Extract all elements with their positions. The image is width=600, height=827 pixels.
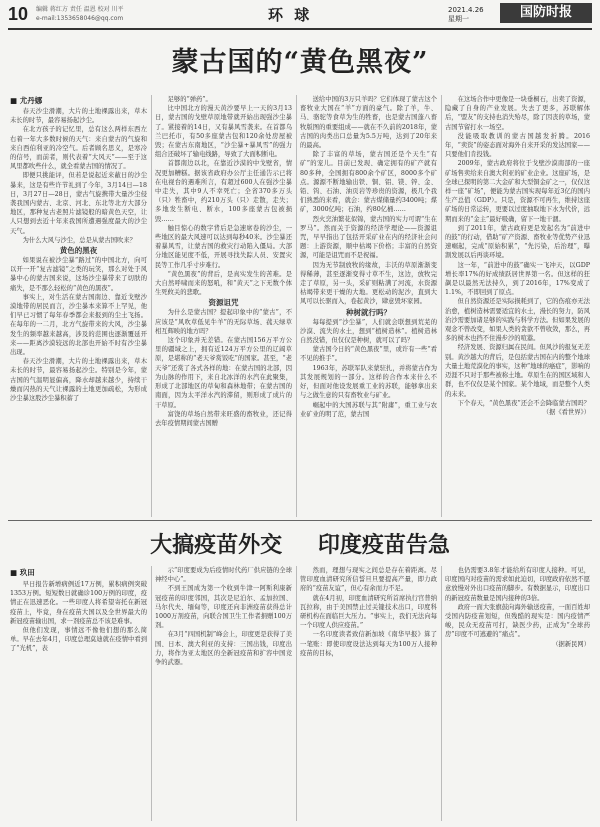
article2-headline	[0, 528, 600, 559]
paragraph: 除了丰富的草场，蒙古国还是个天生“有矿”的宠儿。目前已发现、确定拥有的矿产就有80多种，全国拥有800余个矿区，8000多个矿点。源源不断地输出铁、铜、铝、镁、锌、金、铅、钨、石油、油页岩等珍贵的资源，极几个我们熟悉的来看，就会：蒙古煤储量约3400吨；煤矿，3000亿吨；石油，约80亿桶……	[300, 151, 437, 214]
paragraph: 即便只挑能评，但若是说起近来蔽日的沙尘暴来，这是有些许节礼到了今年，3月14日—18日，3月27日—28日，蒙古气旋携带大量沙尘侵袭我国内蒙古、北京、河北、东北等北方大部分地区，那种复古老照片滤镜般的暗黄色天空，让人只想到去近十年来我国所遭遇强度最大的沙尘天气。	[10, 172, 147, 235]
source-credit: （据《看世界》）	[542, 408, 590, 416]
weekday-text: 星期一	[448, 15, 469, 23]
paragraph: 为什么大风与沙尘，总是从蒙古国吹来？	[22, 236, 136, 244]
header-divider	[8, 28, 592, 30]
column-divider	[296, 95, 297, 517]
article2-column-3	[300, 566, 437, 821]
paragraph: 因为无节制放牧的缘故，丰沃的草原渐渐变得稀薄，甚至逐渐变得寸草不生，这边，放牧完走了草原，另一头，采矿则粘满了河流，水资源枯竭带来更干燥的大地。更松动的泥沙，直到大风可以长驱而入，卷起黄沙，肆意毁坏家园。	[300, 261, 437, 306]
paragraph: 为什么是蒙古国？提起印象中的“蒙古”，不应该是“风吹草低见牛羊”的无际草场、菰天绿草相互辉映的地方吗？	[155, 309, 292, 335]
headline-left: 大搞疫苗外交	[150, 532, 283, 558]
paragraph: 政府一面大张旗鼓向海外输送疫苗，一面百姓却受国内防疫苗划短，但残酷的现实是：国内疫情严峻，民众无疫苗可打，缺医少药，正成为“全球药房”印度不可逃避的“痛点”。	[445, 603, 590, 639]
date-text: 2021.4.26	[448, 6, 484, 14]
source-credit: （据新民网）	[552, 640, 590, 648]
article1-headline: 蒙古国的“黄色黑夜”	[171, 47, 429, 78]
paragraph: 到了2011年，蒙古政府更是发起名为“前进中的鼓”的行动，借助“矿产资源、畜牧业等优势产业迅速崛起，完成“原始积累”，“先污染，后治理”，曝割发展以后再谈环境。	[445, 224, 590, 260]
paragraph: 事实上，对生活在蒙古国南边、靠近戈壁沙漠地带的居民而言，沙尘暴本来算不上罕见，他们早已习惯了每年春季都会来报到的尘土飞扬。在每年的一二月，北方气旋带来的大风，沙尘暴发生的频率越来越高，涉及的范围也逐渐覆延开来——距离沙漠较远的北部也开始不时有沙尘暴出现。	[10, 293, 147, 357]
paragraph: 如果说在被沙尘暴“路过”的中国北方，向可以开一开“复古滤镜”之类的玩笑，那么对处于风暴中心的蒙古国来说，这场沙尘暴带来了切肤的痛失，是不那么轻松的“黄色的黑夜”。	[10, 257, 147, 292]
paragraph: 示“印度要成为后疫情时代药厂供应链的全球神经中心”。	[155, 567, 292, 584]
paragraph: 足够的“弹药”。	[167, 96, 212, 103]
subheading: 黄色的黑夜	[59, 246, 98, 256]
column-divider	[441, 95, 442, 517]
column-divider	[151, 95, 152, 517]
paragraph: 这个印象并无差错。在蒙古国156万平方公里的疆域之上，拥有近124万平方公里的辽阔草原，是堪称的“老天爷赏饭吃”的国家。甚至，“老天爷”还赏了各式各样的地：在蒙古国的北部，因为山脉的作用下，来自北冰洋的水汽在此聚集，形成了北部地区的草甸和森林地带；在蒙古国的南面，因为太平洋水汽的滞留，则形成了成片的干草原。	[155, 337, 292, 409]
column-divider	[151, 566, 152, 821]
paragraph: 但他们发现，事情远不像他们想的那么简单。早在去年4月，印度总理莫迪就在疫情中看到了“光机”，表	[10, 627, 147, 653]
paragraph: 也仍需要3.8年才能给所有印度人接种。可见，印度国内对疫苗的需求如此迫切，印度政府依然不愿意放慢对外出口疫苗的脚步。有数据显示，印度出口的新冠疫苗数量是国内接种的3倍。	[445, 567, 590, 602]
email-line: e-mail:1353658046@qq.com	[36, 15, 124, 22]
section-title: 环 球	[268, 6, 313, 24]
article2-author: ■ 玖田	[10, 568, 35, 577]
editor-info	[36, 5, 126, 23]
paragraph: 但自然资源还是实际损耗到了，它的伤痕亦无法治愈，植树造林需要适宜的水土，漫长的努力，防风治沙需要加诸足够的实践与科学方法。但如果发展的观念不曾改变，如果人类的贪欲不曾收敛，那么，再多的树木也挡不住漫步沙的喧嚣。	[445, 298, 590, 343]
editor-line: 编辑 蒋红方 责任 温恩 校对 川平	[36, 6, 124, 13]
page-header	[0, 0, 600, 28]
article2-column-2	[155, 566, 292, 821]
paragraph: 每每提到“沙尘暴”，人们就会联想到荒芜的沙漠、流失的水土，想到“植树造林”。植树造林自然没错，但仅仅是种树，就可以了吗？	[300, 318, 437, 345]
article1-column-1	[10, 107, 147, 517]
paragraph: “黄色黑夜”的背后，是真实发生的苦难。是大自然呼啸而来的怒吼，和“黄天”之下无数个体生死攸关的悲歌。	[155, 270, 292, 297]
issue-date	[448, 6, 484, 24]
paragraph: 在这场合作中更像是一块垂桐石，出卖了资源，隐藏了自身的产业发展。失去了更多，苏联解体后，“盟友”的支持也消失殆尽，除了因丧的草场，蒙古国节留打水一场空。	[445, 96, 590, 131]
paragraph: 春天沙尘滑潮，大片的土地裸露出来，草木未长的时节，最容易扬起沙尘。	[10, 108, 147, 125]
paragraph: 不到王国成为第一个收到牛津一阿斯利康新冠疫苗的印度邻国，其次是尼泊尔、孟加拉国、马尔代夫、缅甸等，印度还向非洲疫苗获得总计1000万剂疫苗，向联合国卫生工作者捐赠100万剂。	[155, 585, 292, 630]
article-divider	[8, 520, 592, 521]
paragraph: 下个春天，“黄色黑夜”还会不会降临蒙古国吗？	[457, 399, 590, 407]
paragraph: 在3月“四国机制”峰会上，印度更是获得了美国、日本、澳大利亚的支持：三国出钱，印度出力，将作为亚太地区的全新冠疫苗和扩容中国竞争的武器。	[155, 631, 292, 667]
paragraph: 一名印度读者致信新加坡《南华早报》算了一笔账：即使印度设法达到每天为100万人接种疫苗的目标，	[300, 631, 437, 657]
paragraph: 蒙古国今日的“黄色黑夜”里，或许有一些“看不见的推手”。	[300, 346, 437, 363]
paragraph: 首都南边以北，在靠近沙漠的中戈壁省，情况更加糟糕。据该省政府办公厅主任通告示已将在电视台的遇难所言，有超过600人在强沙尘暴中走失，其中9人不幸死亡；全省370多万头（只）牲畜中，约210万头（只）走散，走失；多地发生断电、断水，100多座蒙古包被损毁……	[155, 160, 292, 223]
article1-author: ■ 尤丹娜	[10, 96, 43, 105]
paragraph: 就在4月初，印度血清研究所首席执行官普纳瓦拉称，由于美国禁止过关键技术出口，印度科研机构在面临巨大压力。“事实上，我们无法向每一个印度人供应疫苗。”	[300, 594, 437, 630]
paragraph: 这一年，“前进中的鼓”确实一飞冲天，以GDP增长率17%的好成绩跃居世界第一名。但这样的狂飙是以最然无法持久，到了2016年，17%变成了1.1%，不即回到了原点。	[445, 261, 590, 297]
headline-right: 印度疫苗告急	[317, 532, 450, 558]
paragraph: 送给中国的3万只羊吗？它们体现了蒙古这个畜牧业大国在“羊”方面的豪气。除了羊，牛、马、骆驼等食草为生的牲畜，也是蒙古国蓬八畜牧版图的重要组成——就在不久前的2018年，蒙古国的肉类出口总量为5.5万吨，达到了20年来的最高。	[300, 96, 437, 150]
column-divider	[441, 566, 442, 821]
paragraph: 然而，理想与现实之间总是存在着距离。尽管印度血清研究所信誓旦旦要提高产量，即力政府的“疫苗友谊”，但心有余而力不足。	[300, 567, 437, 593]
column-divider	[296, 566, 297, 821]
article2-column-1	[10, 580, 147, 820]
page-number: 10	[8, 4, 29, 24]
article1-column-2	[155, 95, 292, 517]
paragraph: 比中国北方的漫天黄沙要早上一天的3月13日，蒙古国的戈壁草原地带就开始出现强沙尘暴了。紧接着的14日，又有暴风雪袭来。在首都乌兰巴托市，有50多座蒙古包和120余处房屋被毁；在蒙古东南地区，“沙尘暴+暴风雪”的强力组合还破坏了输电线路，导致了大面积断电。	[155, 105, 292, 159]
article1-column-3	[300, 95, 437, 517]
paragraph: 2009年，蒙古政府将位于戈壁沙漠南部的一座矿场售卖给来自澳大利亚的矿业企业。这座矿场，是全球已探明的第二大金矿和大型铜金矿之一，仅仅这样一座“矿场”，便能为蒙古国实现每年近3亿的国内生产总值（GDP）。只是，资源不可再生，维持这座矿场的日常运转，更要以过度抽取地下水为代价，远期而来的“金主”最好吸确，留下一地干涸。	[445, 160, 590, 223]
paragraph: 没能吸取教训的蒙古国越发折腾。2016年，“卖资”的姿态面对海外自来开采的发达国家——只要他们肯投钱。	[445, 132, 590, 159]
paragraph: 烈火烹油繁花似锦，蒙古国的实力可谓“生在罗马”。然而关于资源的经济学理论——资源诅咒，早早指出了包括开采矿业在内的经济社会问题：上游资源，顺中枯竭下价格；丰富的自然资源，可能是诅咒而不是祝福。	[300, 215, 437, 260]
subheading: 资源诅咒	[208, 298, 239, 308]
newspaper-logo: 国防时报	[500, 3, 592, 23]
paragraph: 触目惊心的数字背后是急速席卷的沙尘，一些地区的最大风速可以达到每秒40米。沙尘暴还着暴风雪，让蒙古国的救灾行动陷入僵局。大部分地区能见度不低，开展寻找失踪人员、安置灾民等工作几乎寸步难行。	[155, 224, 292, 269]
paragraph: 经济发展、资源归属在民间。但风沙的报复无差别。黄沙越大的背后，是包括蒙古国在内的整个地球大量土地荒漠化的事实，这种“地球的癌症”，影响的迈涯不只对于那些被称土地。草原生在的国区域和人群，也不仅仅是某个国家。某个地域，而是整个人类的未来。	[445, 344, 590, 398]
paragraph: 1963年，苏联军队来蒙驻扎，并将蒙古作为其发展规划的一部分。这样的合作本来什么不好，但面对他设发展重工业的苏联，能够拿出来与之做生意的只有畜牧业与矿业。	[300, 364, 437, 400]
paragraph: 在北方孩子的记忆里，总有这么两样东西左右着一年大多数时候的天气：来自蒙古的气旋和来自西伯利亚的冷空气。后者顾名思义，是寒冷的信号，而前者，则代表着“大风天”——至于这风里都吹些什么，就全看蒙古国的情况了。	[10, 126, 147, 171]
paragraph: 早日报告新增病例近17万例，累积病例突破1353万例。短短数日就确诊100万例的印度，疫情正在迅速恶化。一些印度人将希望寄托在新冠疫苗上，毕竟，身在疫苗大国以及全世界最大的新冠疫苗输出国，求一剂疫苗总不该是难事。	[10, 581, 147, 625]
paragraph: 春天沙尘滑潮，大片的土地裸露出来，草木未长的时节，最容易扬起沙尘。特别是今年，蒙古国的气温明显偏高，降水却越来越少，持续干燥而闪热的天气让裸露的土地更加疏松，为形成沙尘暴这股沙尘暴积蓄了	[10, 358, 147, 403]
subheading: 种树就行吗？	[346, 307, 391, 317]
article2-column-4	[445, 566, 590, 821]
paragraph: 崛起中的大国苏联与其“附庸”，重工业与农业矿业的明了范，蒙古国	[300, 401, 437, 418]
article1-column-4	[445, 95, 590, 517]
paragraph: 富饶的草场自然带来旺盛的畜牧业，还记得去年疫情期间蒙古国赠	[155, 410, 292, 427]
